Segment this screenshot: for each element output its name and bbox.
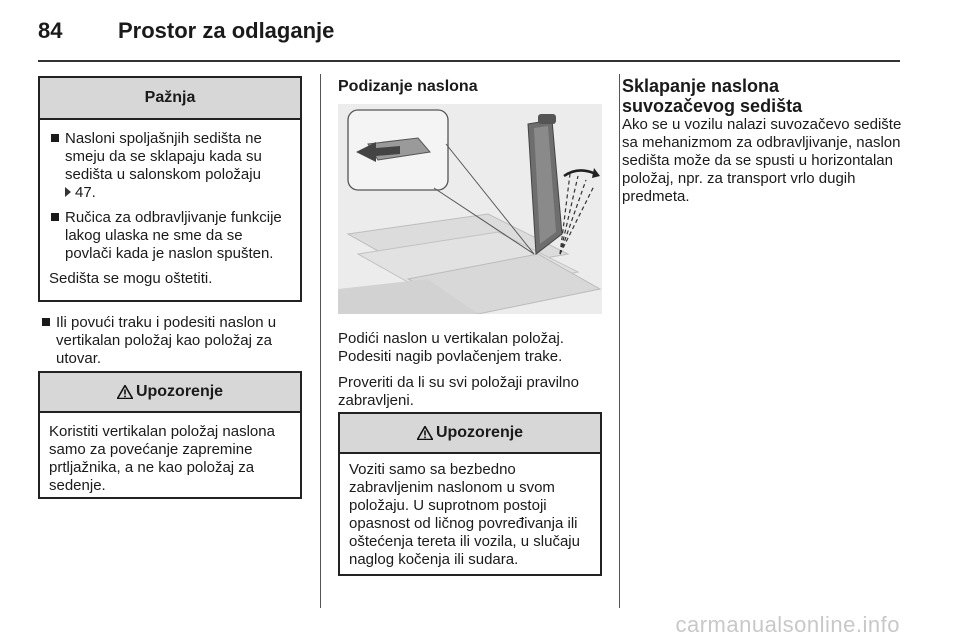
fold-paragraph: Ako se u vozilu nalazi suvozačevo sedište sa mehanizmom za odbravljivanje, naslon sedišta može da se spusti u horizontalan položaj, npr. za transport vrlo dugih predmeta.	[622, 116, 902, 205]
page-number: 84	[38, 18, 63, 43]
bullet-square-icon	[51, 134, 59, 142]
warning-box-left-header	[40, 373, 300, 413]
header-rule	[38, 60, 900, 62]
page-title: Prostor za odlaganje	[118, 18, 335, 43]
section-title-fold-line1: Sklapanje naslona	[622, 76, 780, 96]
caution-bullet-2	[49, 209, 291, 263]
seat-illustration	[338, 104, 602, 314]
load-position-bullet-item	[40, 314, 302, 368]
raise-paragraph-2: Proveriti da li su svi položaji pravilno zabravljeni.	[338, 374, 579, 409]
warning-box-middle	[338, 412, 602, 576]
caution-bullet-2-text: Ručica za odbravljivanje funkcije lakog ulaska ne sme da se povlači kada je naslon spušten.	[65, 209, 282, 262]
warning-box-left-title: Upozorenje	[135, 383, 224, 400]
caution-bullet-1-ref[interactable]: 47.	[75, 184, 96, 201]
load-position-bullet	[40, 314, 302, 375]
caution-bullet-1-text: Nasloni spoljašnjih sedišta ne smeju da se sklapaju kada su sedišta u salonskom položaju	[65, 130, 262, 183]
middle-paragraphs	[338, 330, 606, 418]
bullet-square-icon	[51, 213, 59, 221]
warning-triangle-icon	[417, 426, 433, 440]
raise-paragraph-1: Podići naslon u vertikalan položaj. Podesiti nagib povlačenjem trake.	[338, 330, 564, 365]
warning-box-left	[38, 371, 302, 499]
middle-section-heading	[338, 78, 602, 96]
caution-box	[38, 76, 302, 302]
warning-triangle-icon	[117, 385, 133, 399]
column-divider-left	[320, 74, 321, 608]
column-divider-right	[619, 74, 620, 608]
warning-box-left-text: Koristiti vertikalan položaj naslona samo za povećanje zapremine prtljažnika, a ne kao položaj za sedenje.	[49, 423, 275, 494]
page-reference-arrow-icon	[65, 187, 71, 197]
warning-box-middle-title: Upozorenje	[435, 424, 524, 441]
caution-box-body	[40, 120, 300, 302]
section-title-fold-line2: suvozačevog sedišta	[622, 96, 803, 116]
watermark: carmanualsonline.info	[675, 612, 900, 637]
caution-footer: Sedišta se mogu oštetiti.	[49, 270, 213, 287]
caution-box-title: Pažnja	[40, 78, 300, 120]
bullet-square-icon	[42, 318, 50, 326]
warning-box-middle-text: Voziti samo sa bezbedno zabravljenim naslonom u svom položaju. U suprotnom postoji opasnost od ličnog povređivanja ili oštećenja tereta ili vozila, u slučaju naglog kočenja ili sudara.	[349, 461, 580, 568]
section-title-raise: Podizanje naslona	[338, 78, 478, 95]
warning-box-middle-body	[340, 454, 600, 583]
warning-box-left-body	[40, 413, 300, 509]
load-position-bullet-text: Ili povući traku i podesiti naslon u vertikalan položaj kao položaj za utovar.	[56, 314, 277, 367]
seat-illustration-svg	[338, 104, 602, 314]
caution-bullet-1	[49, 130, 291, 202]
right-section	[622, 76, 912, 214]
warning-box-middle-header	[340, 414, 600, 454]
